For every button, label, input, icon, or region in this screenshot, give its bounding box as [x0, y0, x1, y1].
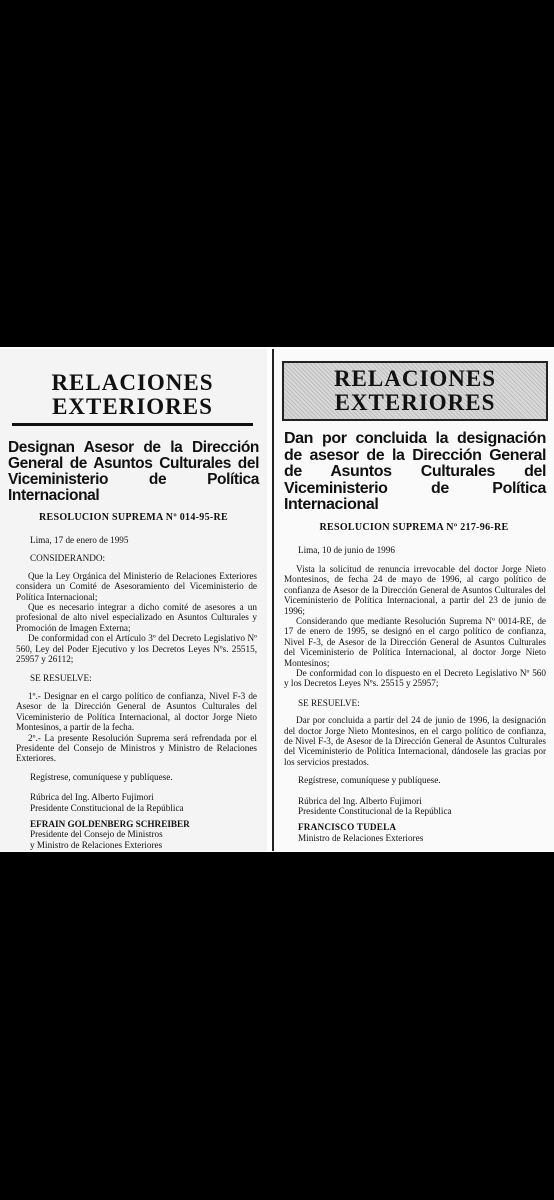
date-line: Lima, 17 de enero de 1995: [30, 535, 129, 545]
newspaper-clipping-1996: [272, 349, 554, 851]
paragraph: De conformidad con el Artículo 3º del Decreto Legislativo Nº 560, Ley del Poder Ejecutivo y los Decretos Leyes Nºs. 25515, 25957 y 26112;: [16, 633, 257, 665]
signature-name: FRANCISCO TUDELA: [298, 822, 397, 833]
considerando-heading: CONSIDERANDO:: [30, 553, 106, 564]
headline: Designan Asesor de la Dirección General de Asuntos Culturales del Viceministerio de Política Internacional: [8, 439, 259, 504]
articles: [284, 715, 546, 767]
signature-title: Presidente del Consejo de Ministros: [30, 829, 163, 840]
date-line: Lima, 10 de junio de 1996: [298, 544, 395, 555]
section-header: RELACIONES EXTERIORES: [282, 361, 548, 421]
headline: Dan por concluida la designación de asesor de la Dirección General de Asuntos Culturales del Viceministerio de Política Internacional: [284, 430, 546, 513]
paragraph: De conformidad con lo dispuesto en el Decreto Legislativo Nº 560 y los Decretos Leyes Nºs. 25515 y 25957;: [284, 667, 546, 689]
articles: [16, 691, 257, 764]
article: 2º.- La presente Resolución Suprema será refrendada por el Presidente del Consejo de Ministros y Ministro de Relaciones Exteriores.: [16, 732, 257, 764]
signature-name: Rúbrica del Ing. Alberto Fujimori: [298, 795, 422, 806]
signature-title: Presidente Constitucional de la República: [30, 802, 184, 813]
signature-block: [16, 819, 257, 850]
article: Dar por concluida a partir del 24 de junio de 1996, la designación del doctor Jorge Nieto Montesinos, en el cargo político de confianza, de Nivel F-3, de Asesor de la Dirección General de Asuntos Culturales del Viceministerio de Política Internacional, dándosele las gracias por los servicios prestados.: [284, 715, 546, 767]
signature-title: Presidente Constitucional de la República: [298, 806, 452, 817]
closing-formula: Regístrese, comuníquese y publíquese.: [298, 775, 441, 786]
signature-title: y Ministro de Relaciones Exteriores: [30, 839, 163, 850]
signature-block: [284, 822, 546, 843]
resolution-number: RESOLUCION SUPREMA Nº 014-95-RE: [38, 512, 228, 523]
newspaper-clipping-1995: [0, 349, 267, 851]
signature-title: Ministro de Relaciones Exteriores: [298, 832, 424, 843]
se-resuelve-heading: SE RESUELVE:: [298, 697, 360, 708]
considerations: [16, 571, 257, 665]
signature-name: Rúbrica del Ing. Alberto Fujimori: [30, 792, 154, 803]
paragraph: Que la Ley Orgánica del Ministerio de Relaciones Exteriores considera un Comité de Asesoramiento del Viceministerio de Política Internacional;: [16, 570, 257, 602]
closing-formula: Regístrese, comuníquese y publíquese.: [30, 771, 173, 782]
signature-block: [284, 796, 546, 817]
considerations: [284, 564, 546, 689]
section-header: RELACIONES EXTERIORES: [12, 371, 253, 426]
paragraph: Que es necesario integrar a dicho comité de asesores a un profesional de alto nivel especializado en Asuntos Culturales y Promoción de Imagen Externa;: [16, 602, 257, 633]
signature-block: [16, 792, 257, 813]
se-resuelve-heading: SE RESUELVE:: [30, 673, 92, 684]
paragraph: Vista la solicitud de renuncia irrevocable del doctor Jorge Nieto Montesinos, de fecha 24 de mayo de 1996, al cargo político de confianza de Asesor de la Dirección General de Asuntos Culturales del Viceministerio de Política Internacional, a partir del 23 de junio de 1996;: [284, 563, 546, 616]
resolution-number: RESOLUCION SUPREMA Nº 217-96-RE: [319, 521, 509, 533]
paragraph: Considerando que mediante Resolución Suprema Nº 0014-RE, de 17 de enero de 1995, se designó en el cargo político de confianza, Nivel F-3, de Asesor de la Dirección General de Asuntos Culturales del Viceministerio de Política Internacional, al doctor Jorge Nieto Montesinos;: [284, 615, 546, 668]
article: 1º.- Designar en el cargo político de confianza, Nivel F-3 de Asesor de la Dirección General de Asuntos Culturales del Viceministerio de Política Internacional, al doctor Jorge Nieto Montesinos, a partir de la fecha.: [16, 690, 257, 733]
signature-name: EFRAIN GOLDENBERG SCHREIBER: [30, 818, 190, 829]
